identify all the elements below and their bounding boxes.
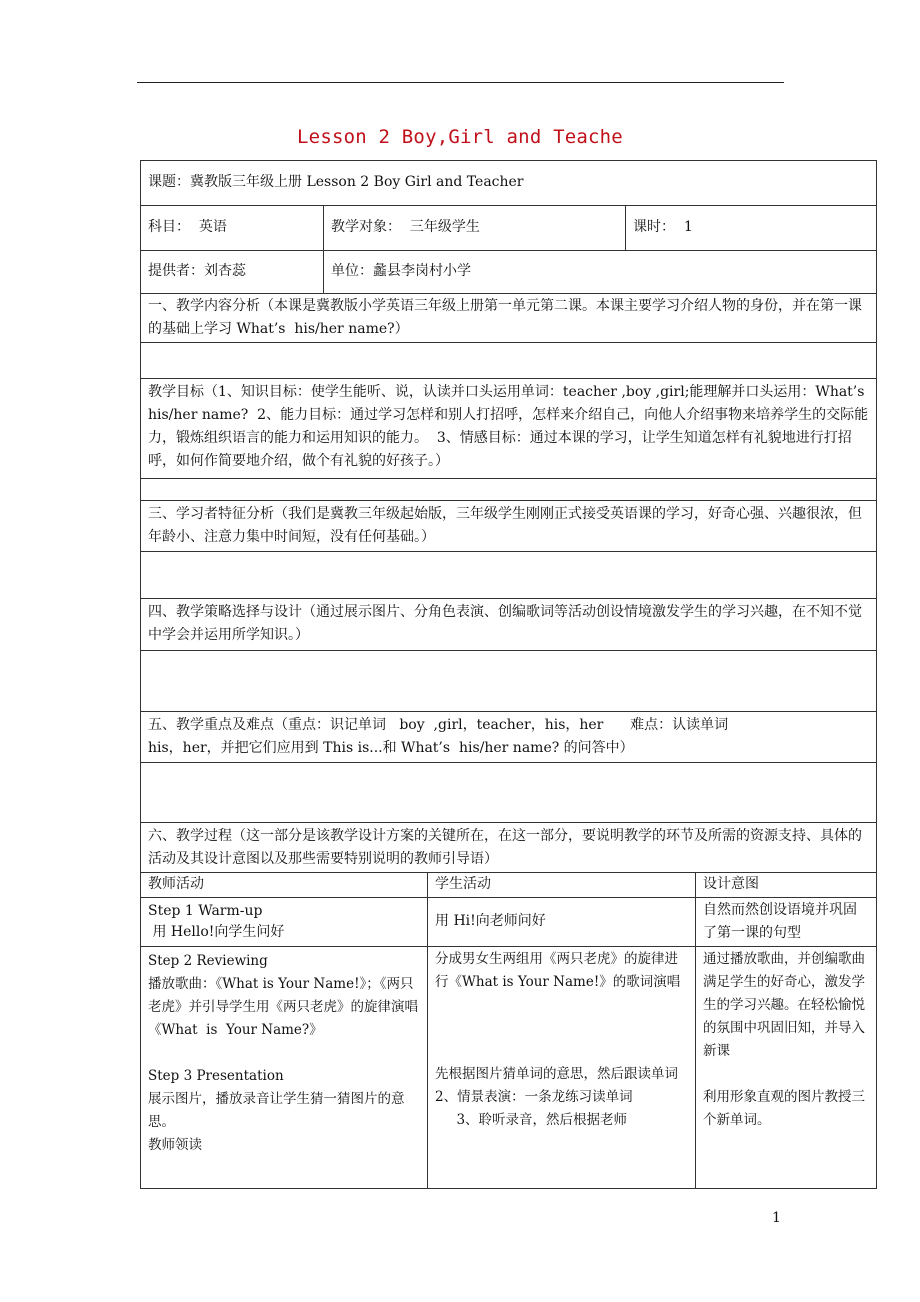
table-row-divider xyxy=(140,342,877,343)
key-points-line-2: his，her，并把它们应用到 This is...和 What’s his/her name? 的问答中） xyxy=(148,740,634,756)
table-row-divider xyxy=(140,551,877,552)
table-row-divider xyxy=(140,205,877,206)
audience-cell: 教学对象： 三年级学生 xyxy=(331,219,480,235)
table-row-divider xyxy=(140,598,877,599)
table-row-divider xyxy=(140,293,877,294)
table-border-bottom xyxy=(140,1188,877,1189)
table-row-divider xyxy=(140,946,877,947)
table-border-top xyxy=(140,160,877,161)
learner-analysis-cell: 三、学习者特征分析（我们是冀教三年级起始版，三年级学生刚刚正式接受英语课的学习，好奇心强、兴趣很浓，但年龄小、注意力集中时间短，没有任何基础。） xyxy=(148,506,862,545)
strategy-cell: 四、教学策略选择与设计（通过展示图片、分角色表演、创编歌词等活动创设情境激发学生的学习兴趣，在不知不觉中学会并运用所学知识。） xyxy=(148,604,862,643)
step-2-student: 分成男女生两组用《两只老虎》的旋律进行《What is Your Name!》的歌词演唱 先根据图片猜单词的意思，然后跟读单词 2、情景表演：一条龙练习读单词 3、聆听录音，然后根据老师 xyxy=(435,951,681,1128)
provider-cell: 提供者：刘杏蕊 xyxy=(148,263,246,279)
header-student-activity: 学生活动 xyxy=(435,876,491,892)
document-title: Lesson 2 Boy,Girl and Teache xyxy=(297,126,623,148)
subject-cell: 科目： 英语 xyxy=(148,219,227,235)
table-row-divider xyxy=(140,711,877,712)
header-design-intent: 设计意图 xyxy=(703,876,759,892)
topic-cell: 课题：冀教版三年级上册 Lesson 2 Boy Girl and Teacher xyxy=(148,174,524,190)
header-rule xyxy=(137,82,784,83)
table-row-divider xyxy=(140,897,877,898)
process-cell: 六、教学过程（这一部分是该教学设计方案的关键所在，在这一部分，要说明教学的环节及所需的资源支持、具体的活动及其设计意图以及那些需要特别说明的教师引导语） xyxy=(148,828,862,867)
table-row-divider xyxy=(140,762,877,763)
page-number: 1 xyxy=(772,1210,781,1226)
step-1-intent: 自然而然创设语境并巩固了第一课的句型 xyxy=(703,902,857,941)
step-2-teacher: Step 2 Reviewing 播放歌曲：《What is Your Name!》；《两只老虎》并引导学生用《两只老虎》的旋律演唱《What is Your Name?》 Step 3 Presentation 展示图片，播放录音让学生猜一猜图片的意思。 教师领读 xyxy=(148,953,418,1153)
table-row-divider xyxy=(140,378,877,379)
table-row-divider xyxy=(140,822,877,823)
objectives-cell: 教学目标（1、知识目标：使学生能听、说，认读并口头运用单词：teacher ,boy ,girl;能理解并口头运用：What’s his/her name? 2、能力目标：通过学习怎样和别人打招呼，怎样来介绍自己，向他人介绍事物来培养学生的交际能力，锻炼组织语言的能力和运用知识的能力。 3、情感目标：通过本课的学习，让学生知道怎样有礼貌地进行打招呼，如何作简要地介绍，做个有礼貌的好孩子。） xyxy=(148,384,874,469)
content-analysis-cell: 一、教学内容分析（本课是冀教版小学英语三年级上册第一单元第二课。本课主要学习介绍人物的身份，并在第一课的基础上学习 What’s his/her name?） xyxy=(148,298,862,337)
table-row-divider xyxy=(140,500,877,501)
table-row-divider xyxy=(140,478,877,479)
table-border-right xyxy=(876,160,877,1188)
key-points-line-1: 五、教学重点及难点（重点：识记单词 boy ,girl，teacher，his，her 难点：认读单词 xyxy=(148,717,729,733)
step-1-student: 用 Hi!向老师问好 xyxy=(435,913,546,929)
step-1-teacher: Step 1 Warm-up 用 Hello!向学生问好 xyxy=(148,903,285,940)
table-row-divider xyxy=(140,650,877,651)
table-row-divider xyxy=(140,250,877,251)
step-2-intent: 通过播放歌曲，并创编歌曲满足学生的好奇心，激发学生的学习兴趣。在轻松愉悦的氛围中巩固旧知，并导入新课 利用形象直观的图片教授三个新单词。 xyxy=(703,951,865,1128)
periods-cell: 课时： 1 xyxy=(633,219,693,235)
header-teacher-activity: 教师活动 xyxy=(148,876,204,892)
unit-cell: 单位：蠡县李岗村小学 xyxy=(331,263,471,279)
